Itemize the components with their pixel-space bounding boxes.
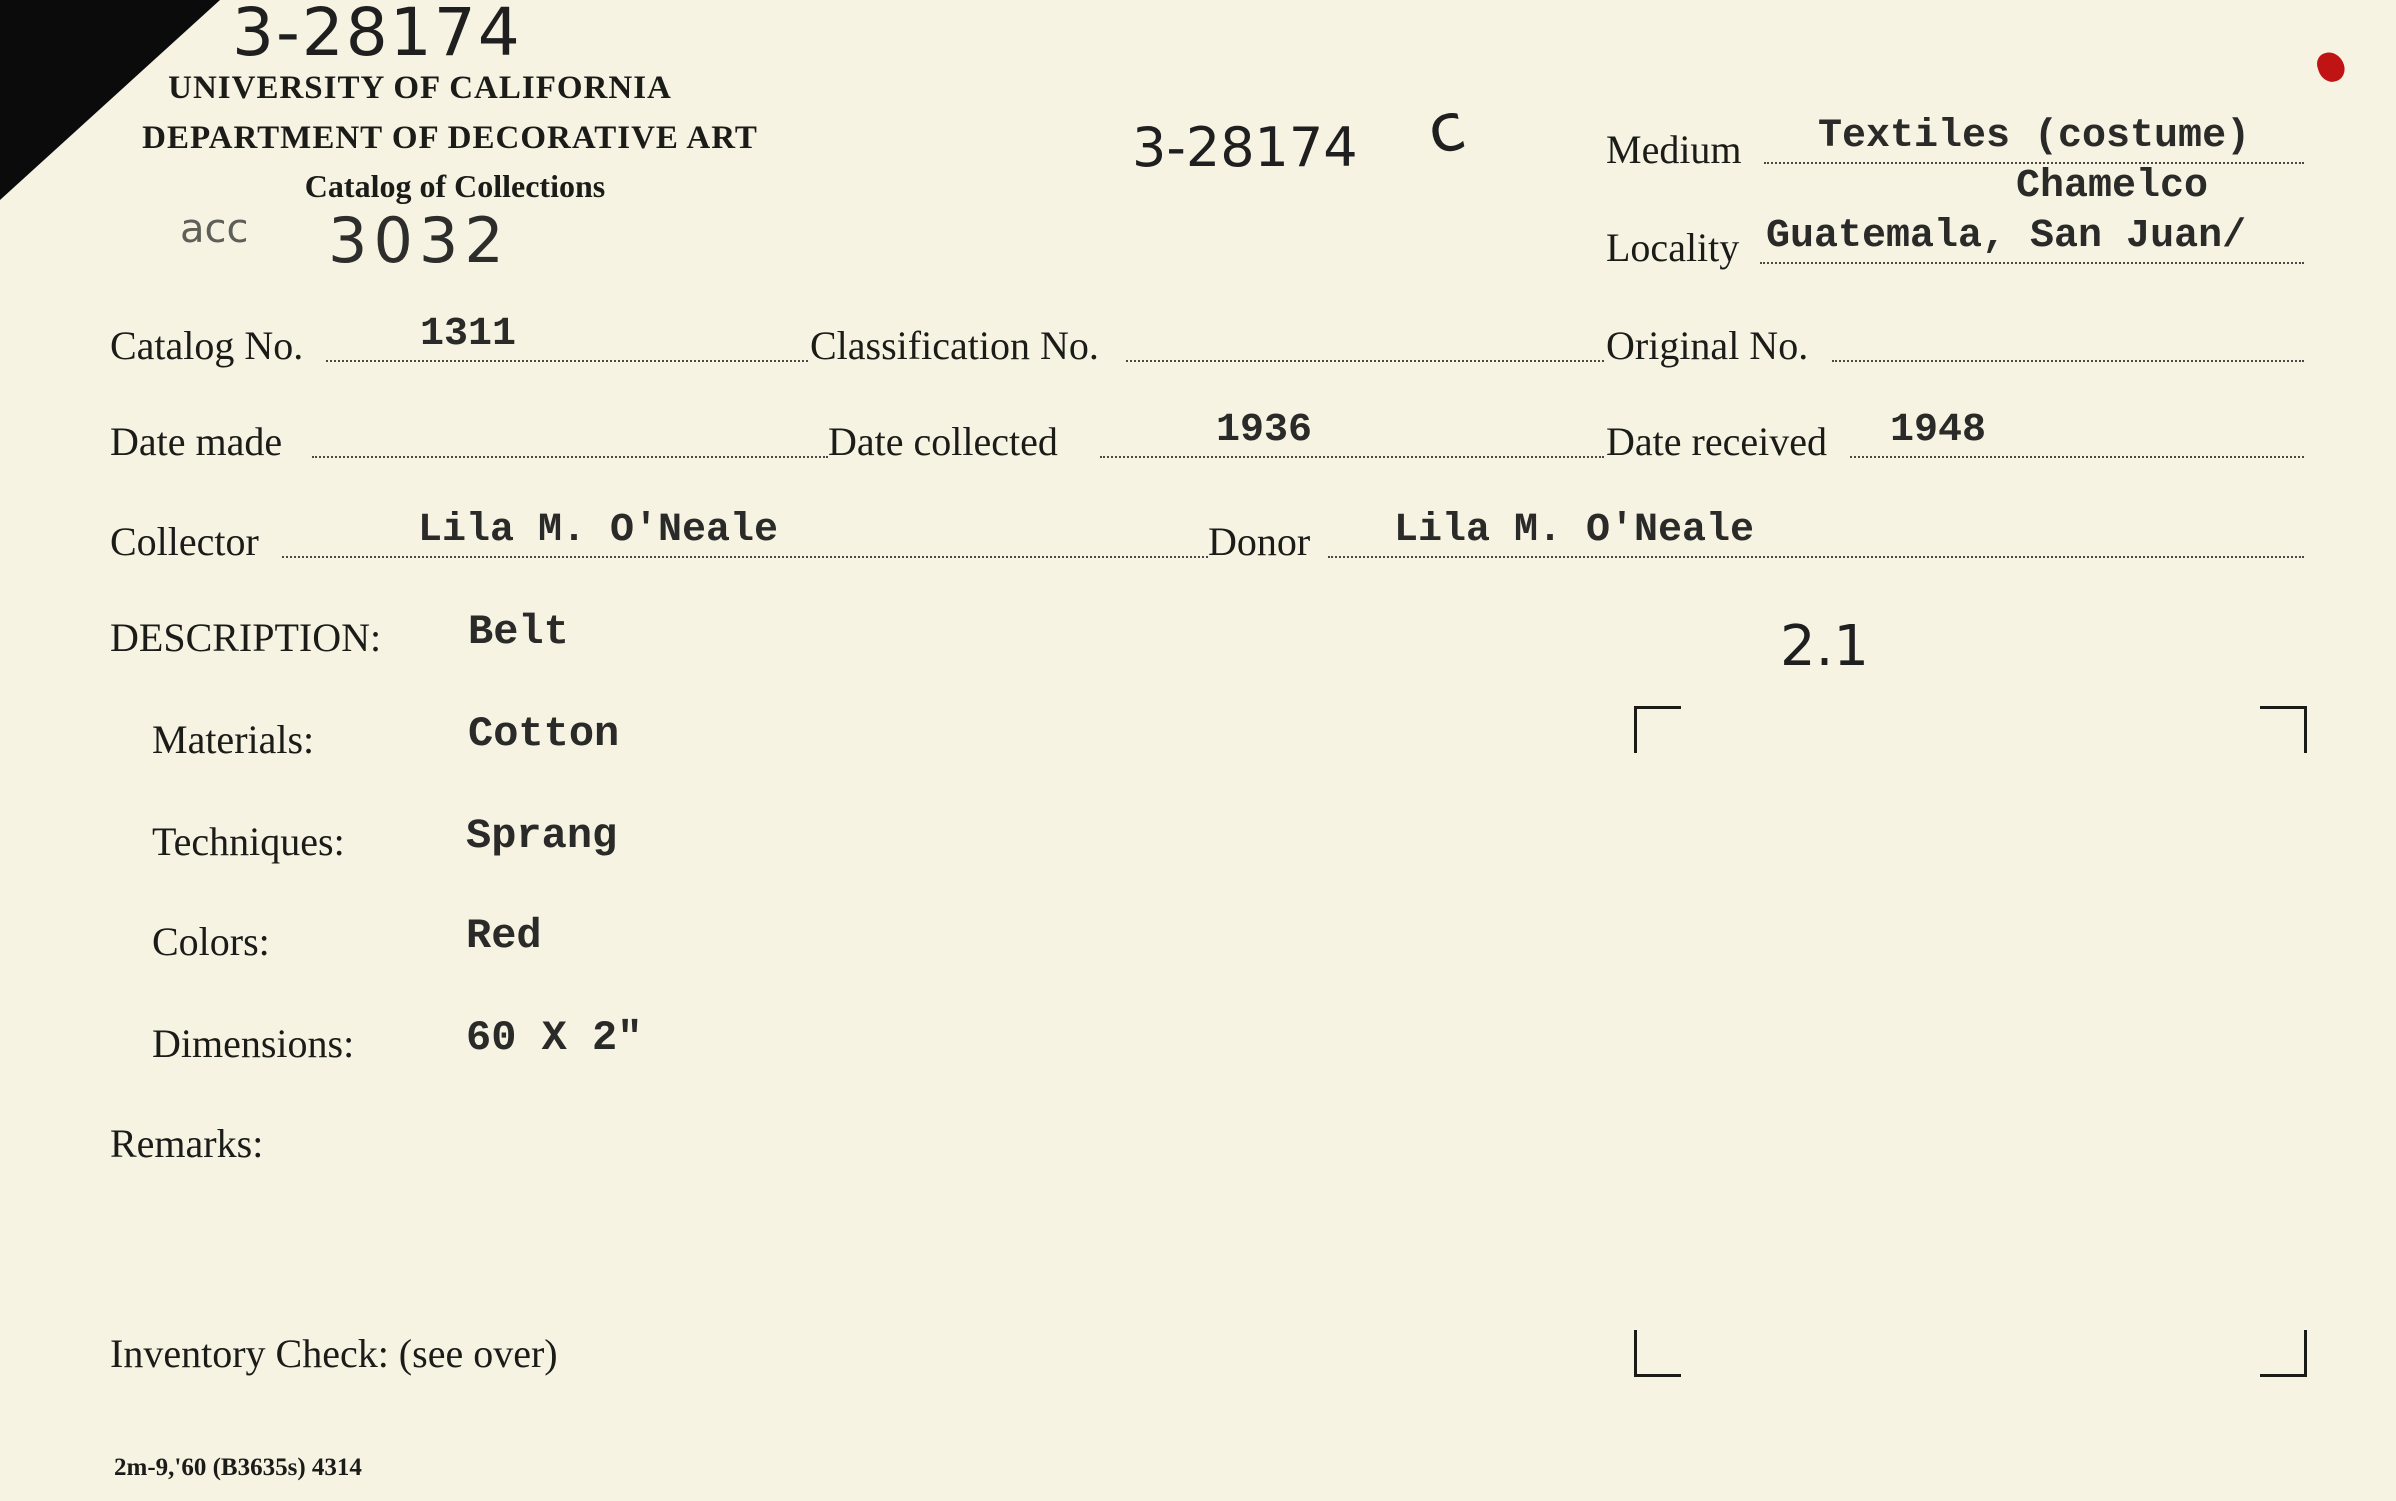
print-code: 2m-9,'60 (B3635s) 4314 bbox=[114, 1454, 362, 1481]
locality-label: Locality bbox=[1606, 225, 1740, 270]
catalog-no-label: Catalog No. bbox=[110, 323, 304, 368]
materials-label: Materials: bbox=[152, 717, 315, 762]
date-collected-line bbox=[1100, 456, 1604, 458]
red-ink-mark bbox=[2314, 49, 2348, 86]
handwritten-middle-number: 3-28174 bbox=[1132, 116, 1358, 179]
donor-value: Lila M. O'Neale bbox=[1394, 508, 1755, 553]
accession-number: 3032 bbox=[328, 204, 510, 277]
original-no-line bbox=[1832, 360, 2304, 362]
locality-value: Guatemala, San Juan/ bbox=[1766, 214, 2247, 259]
university-heading: UNIVERSITY OF CALIFORNIA bbox=[168, 70, 672, 106]
locality-line bbox=[1760, 262, 2304, 264]
date-collected-value: 1936 bbox=[1216, 408, 1313, 453]
classification-no-line bbox=[1126, 360, 1604, 362]
description-value: Belt bbox=[468, 608, 569, 656]
colors-value: Red bbox=[466, 912, 542, 960]
collector-value: Lila M. O'Neale bbox=[418, 508, 779, 553]
bracket-bottom-left bbox=[1634, 1330, 1681, 1377]
classification-no-label: Classification No. bbox=[810, 323, 1099, 368]
date-collected-label: Date collected bbox=[828, 419, 1058, 464]
bracket-bottom-right bbox=[2260, 1330, 2307, 1377]
bracket-top-right bbox=[2260, 706, 2307, 753]
remarks-label: Remarks: bbox=[110, 1121, 264, 1166]
original-no-label: Original No. bbox=[1606, 323, 1809, 368]
donor-label: Donor bbox=[1208, 519, 1311, 564]
date-made-label: Date made bbox=[110, 419, 283, 464]
date-received-value: 1948 bbox=[1890, 408, 1987, 453]
date-made-line bbox=[312, 456, 828, 458]
department-heading: DEPARTMENT OF DECORATIVE ART bbox=[142, 120, 758, 156]
description-label: DESCRIPTION: bbox=[110, 615, 382, 660]
donor-line bbox=[1328, 556, 2304, 558]
handwritten-top-number: 3-28174 bbox=[232, 0, 522, 71]
catalog-title: Catalog of Collections bbox=[304, 168, 606, 204]
collector-label: Collector bbox=[110, 519, 259, 564]
handwritten-annotation: 2.1 bbox=[1780, 614, 1870, 679]
date-received-line bbox=[1850, 456, 2304, 458]
colors-label: Colors: bbox=[152, 919, 270, 964]
bracket-top-left bbox=[1634, 706, 1681, 753]
catalog-no-line bbox=[326, 360, 808, 362]
accession-prefix: acc bbox=[180, 206, 249, 252]
dimensions-label: Dimensions: bbox=[152, 1021, 355, 1066]
techniques-value: Sprang bbox=[466, 812, 618, 860]
date-received-label: Date received bbox=[1606, 419, 1827, 464]
medium-label: Medium bbox=[1606, 127, 1742, 172]
techniques-label: Techniques: bbox=[152, 819, 345, 864]
locality-above-value: Chamelco bbox=[2016, 164, 2209, 209]
handwritten-checkmark: c bbox=[1420, 87, 1472, 170]
collector-line bbox=[282, 556, 1208, 558]
medium-value: Textiles (costume) bbox=[1818, 114, 2251, 159]
inventory-check: Inventory Check: (see over) bbox=[110, 1331, 558, 1376]
materials-value: Cotton bbox=[468, 710, 620, 758]
dimensions-value: 60 X 2" bbox=[466, 1014, 643, 1062]
catalog-no-value: 1311 bbox=[420, 312, 517, 357]
